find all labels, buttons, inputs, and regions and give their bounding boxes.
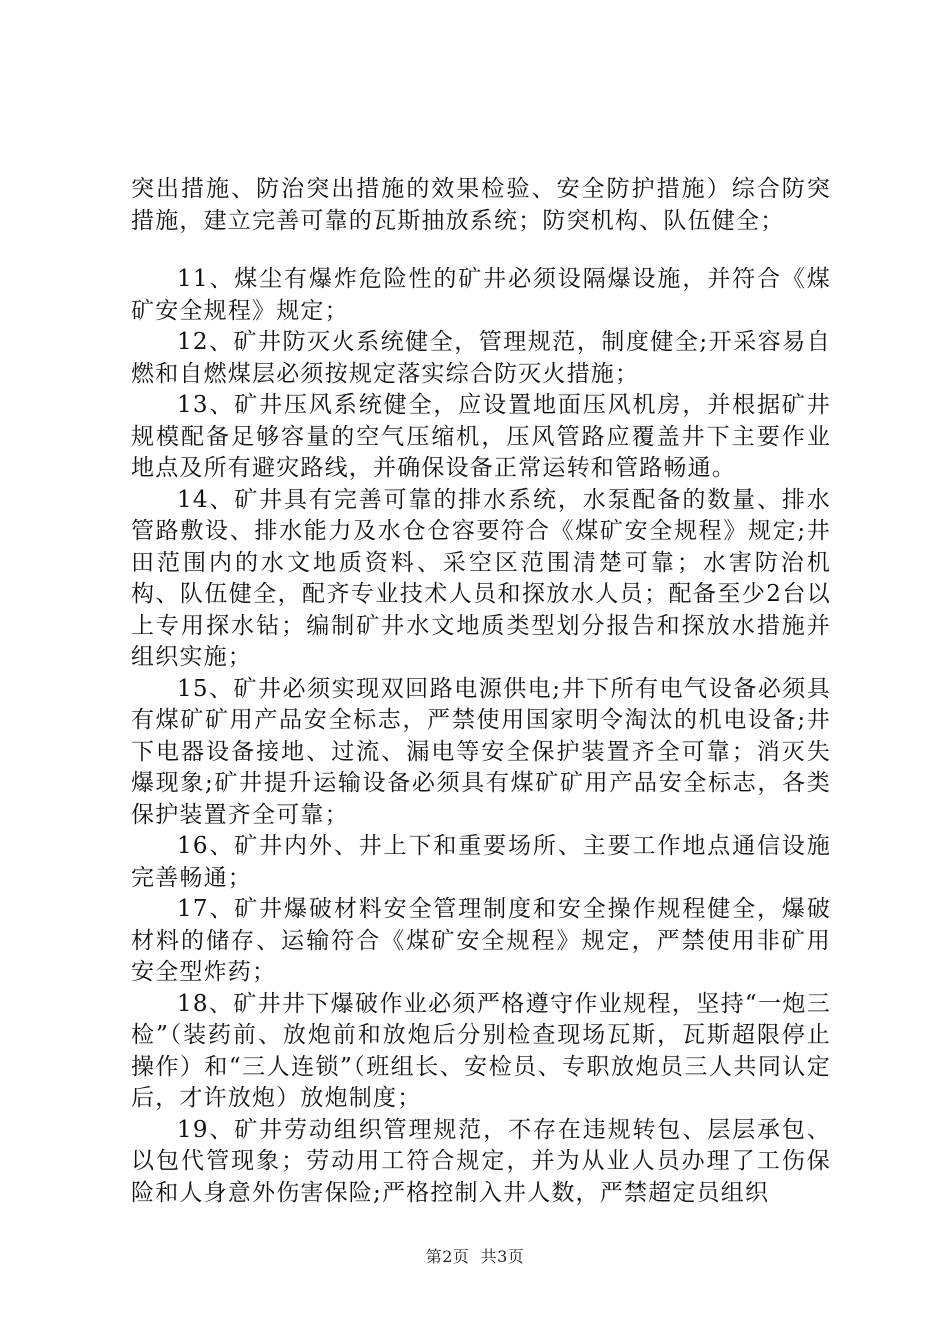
paragraph-item-15: 15、矿井必须实现双回路电源供电;井下所有电气设备必须具有煤矿矿用产品安全标志，严禁使用国家明令淘汰的机电设备;井下电器设备接地、过流、漏电等安全保护装置齐全可靠；消灭失爆现象;矿井提升运输设备必须具有煤矿矿用产品安全标志，各类保护装置齐全可靠； — [131, 675, 831, 828]
page-footer — [0, 1244, 950, 1267]
document-body — [131, 174, 831, 1209]
paragraph-continuation: 突出措施、防治突出措施的效果检验、安全防护措施）综合防突措施，建立完善可靠的瓦斯抽放系统；防突机构、队伍健全； — [131, 176, 831, 234]
paragraph-item-13: 13、矿井压风系统健全，应设置地面压风机房，并根据矿井规模配备足够容量的空气压缩机，压风管路应覆盖井下主要作业地点及所有避灾路线，并确保设备正常运转和管路畅通。 — [131, 392, 831, 481]
paragraph-item-14: 14、矿井具有完善可靠的排水系统，水泵配备的数量、排水管路敷设、排水能力及水仓仓容要符合《煤矿安全规程》规定;井田范围内的水文地质资料、采空区范围清楚可靠；水害防治机构、队伍健全，配齐专业技术人员和探放水人员；配备至少2台以上专用探水钻；编制矿井水文地质类型划分报告和探放水措施并组织实施； — [131, 486, 831, 670]
paragraph-item-18: 18、矿井井下爆破作业必须严格遵守作业规程，坚持“一炮三检”（装药前、放炮前和放炮后分别检查现场瓦斯，瓦斯超限停止操作）和“三人连锁”（班组长、安检员、专职放炮员三人共同认定后，才许放炮）放炮制度； — [131, 990, 831, 1111]
paragraph-item-11: 11、煤尘有爆炸危险性的矿井必须设隔爆设施，并符合《煤矿安全规程》规定； — [131, 266, 831, 324]
paragraph-item-19: 19、矿井劳动组织管理规范，不存在违规转包、层层承包、以包代管现象；劳动用工符合规定，并为从业人员办理了工伤保险和人身意外伤害保险;严格控制入井人数，严禁超定员组织 — [131, 1116, 831, 1206]
page-number-label: 第2页 共3页 — [425, 1247, 525, 1266]
paragraph-item-12: 12、矿井防灭火系统健全，管理规范，制度健全;开采容易自燃和自燃煤层必须按规定落实综合防灭火措施； — [131, 329, 831, 387]
paragraph-item-16: 16、矿井内外、井上下和重要场所、主要工作地点通信设施完善畅通； — [131, 833, 831, 891]
paragraph-item-17: 17、矿井爆破材料安全管理制度和安全操作规程健全，爆破材料的储存、运输符合《煤矿安全规程》规定，严禁使用非矿用安全型炸药； — [131, 896, 831, 985]
